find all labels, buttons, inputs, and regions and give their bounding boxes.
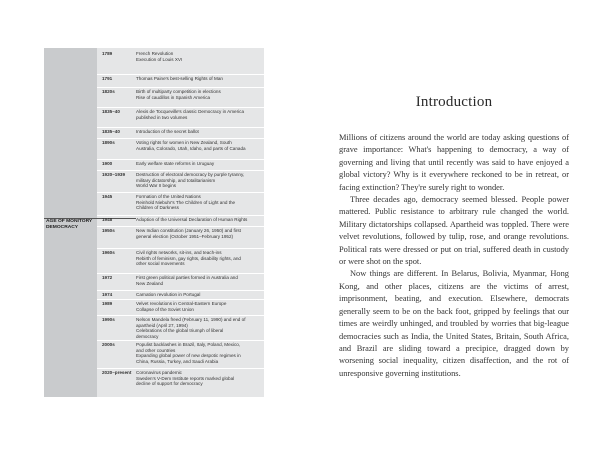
timeline-event: and other countries — [136, 347, 176, 353]
timeline-event: Children of Darkness — [136, 205, 179, 211]
timeline-year: 1791 — [102, 76, 113, 81]
timeline-event: Rise of caudillos in Spanish America — [136, 94, 211, 100]
timeline-events — [136, 317, 262, 339]
timeline-year: 1974 — [102, 292, 113, 297]
timeline-year: 1835–40 — [102, 109, 120, 114]
timeline-event: Populist backlashes in Brazil, Italy, Poland, Mexico, — [136, 342, 241, 347]
timeline-row — [97, 50, 264, 74]
timeline-event: other social movements — [136, 261, 185, 267]
timeline-year: 1789 — [102, 51, 113, 56]
timeline-event: Adoption of the Universal Declaration of Human Rights — [136, 217, 248, 222]
timeline-event: apartheid (April 27, 1994) — [136, 322, 188, 328]
timeline-events — [136, 250, 262, 267]
timeline-year: 1820s — [102, 89, 115, 94]
timeline-event: Thomas Paine's best-selling Rights of Man — [136, 76, 223, 81]
timeline-year: 1920–1939 — [102, 172, 125, 177]
timeline-year: 1890s — [102, 140, 115, 145]
timeline-events — [136, 76, 262, 82]
timeline-events — [136, 292, 262, 298]
timeline-year: 1990s — [102, 317, 115, 322]
timeline-events — [136, 275, 262, 286]
timeline-row — [97, 340, 264, 369]
timeline-table — [44, 48, 264, 397]
timeline-row — [97, 368, 264, 398]
timeline-event: Alexis de Tocqueville's classic Democracy in America — [136, 109, 245, 114]
timeline-row — [97, 248, 264, 274]
timeline-event: China, Russia, Turkey, and Saudi Arabia — [136, 358, 219, 364]
timeline-year: 1945 — [102, 194, 113, 199]
timeline-event: Sweden's V-Dem Institute reports marked global — [136, 375, 235, 381]
timeline-event: Birth of multiparty competition in elections — [136, 89, 221, 94]
timeline-events — [136, 140, 262, 151]
timeline-event: Collapse of the Soviet Union — [136, 306, 194, 312]
timeline-events — [136, 228, 262, 239]
timeline-event: Velvet revolutions in Central-Eastern Europe — [136, 301, 227, 306]
timeline-event: Destruction of electoral democracy by purple tyranny, — [136, 172, 245, 177]
timeline-event: First green political parties formed in Australia and — [136, 275, 238, 280]
timeline-event: Voting rights for women in New Zealand, South — [136, 140, 232, 145]
timeline-event: democracy — [136, 333, 159, 339]
timeline-event: published in two volumes — [136, 114, 188, 120]
timeline-event: Execution of Louis XVI — [136, 56, 183, 62]
timeline-event: Expanding global power of new despotic regimes in — [136, 353, 241, 359]
intro-paragraph: Millions of citizens around the world are today asking questions of grave importance: What's happening to democracy, a way of governing and living that until recently was said to have enjoyed a global victory? Why is it everywhere reckoned to be in retreat, or facing extinction? They're surely right to wonder. — [339, 133, 569, 192]
timeline-year: 1950s — [102, 228, 115, 233]
timeline-event: World War II begins — [136, 183, 177, 189]
timeline-events — [136, 161, 262, 167]
timeline-events — [136, 370, 262, 387]
timeline-event: military dictatorship, and totalitarianism — [136, 177, 216, 183]
intro-paragraph: Now things are different. In Belarus, Bolivia, Myanmar, Hong Kong, and other places, citizens are the victims of arrest, imprisonment, beating, and execution. Elsewhere, democrats generally seem to be on the back foot, gripped by feelings that our times are weirdly unhinged, and troubled by worries that big-league democracies such as India, the United States, Britain, South Africa, and Brazil are sliding toward a precipice, dragged down by worsening social inequality, citizen disaffection, and the rot of unresponsive governing institutions. — [339, 269, 569, 378]
timeline-row — [97, 273, 264, 291]
timeline-events — [136, 172, 262, 189]
timeline-event: Rebirth of feminism, gay rights, disability rights, and — [136, 255, 241, 261]
timeline-row — [97, 299, 264, 316]
timeline-events — [136, 109, 262, 120]
timeline-event: Reinhold Niebuhr's The Children of Light and the — [136, 199, 236, 205]
era-label: AGE OF MONITORY DEMOCRACY — [46, 219, 93, 230]
timeline-year: 1960s — [102, 250, 115, 255]
timeline-event: Introduction of the secret ballot — [136, 129, 199, 134]
timeline-events — [136, 301, 262, 312]
timeline-row — [97, 315, 264, 341]
page-title: Introduction — [415, 94, 493, 110]
timeline-row — [97, 74, 264, 88]
timeline-event: decline of support for democracy — [136, 381, 203, 387]
timeline-events — [136, 217, 262, 223]
timeline-year: 2000s — [102, 342, 115, 347]
timeline-event: general election (October 1951–February 1952) — [136, 233, 234, 239]
timeline-rows — [97, 48, 264, 397]
timeline-event: Formation of the United Nations — [136, 194, 201, 199]
timeline-events — [136, 129, 262, 135]
timeline-events — [136, 342, 262, 364]
timeline-event: Celebrations of the global triumph of liberal — [136, 328, 224, 334]
timeline-event: New Zealand — [136, 280, 164, 286]
timeline-year: 1989 — [102, 301, 113, 306]
timeline-events — [136, 194, 262, 211]
timeline-year: 1900 — [102, 161, 113, 166]
timeline-row — [97, 107, 264, 128]
timeline-year: 2020–present — [102, 370, 132, 375]
timeline-row — [97, 192, 264, 216]
timeline-event: Carnation revolution in Portugal — [136, 292, 201, 297]
intro-body — [339, 132, 569, 380]
timeline-year: 1948 — [102, 217, 113, 222]
timeline-event: French Revolution — [136, 51, 174, 56]
timeline-event: Civil rights networks, sit-ins, and teach-ins — [136, 250, 222, 255]
timeline-event: Coronavirus pandemic — [136, 370, 182, 375]
timeline-year: 1835–40 — [102, 129, 120, 134]
timeline-row — [97, 138, 264, 160]
timeline-row — [97, 170, 264, 193]
timeline-event: New Indian constitution (January 26, 1950) and first — [136, 228, 241, 233]
timeline-event: Early welfare state reforms in Uruguay — [136, 161, 215, 166]
timeline-year: 1972 — [102, 275, 113, 280]
timeline-event: Nelson Mandela freed (February 11, 1990) and end of — [136, 317, 246, 322]
timeline-event: Australia, Colorado, Utah, Idaho, and parts of Canada — [136, 145, 246, 151]
timeline-row — [97, 87, 264, 108]
timeline-row — [97, 226, 264, 249]
timeline-events — [136, 51, 262, 62]
intro-paragraph: Three decades ago, democracy seemed blessed. People power mattered. Public resistance to arbitrary rule changed the world. Military dictatorships collapsed. Apartheid was toppled. There were velvet revolutions, followed by tulip, rose, and orange revolutions. Political rats were dressed or put on trial, suffered death in custody or were shot on the spot. — [339, 195, 569, 267]
timeline-events — [136, 89, 262, 100]
